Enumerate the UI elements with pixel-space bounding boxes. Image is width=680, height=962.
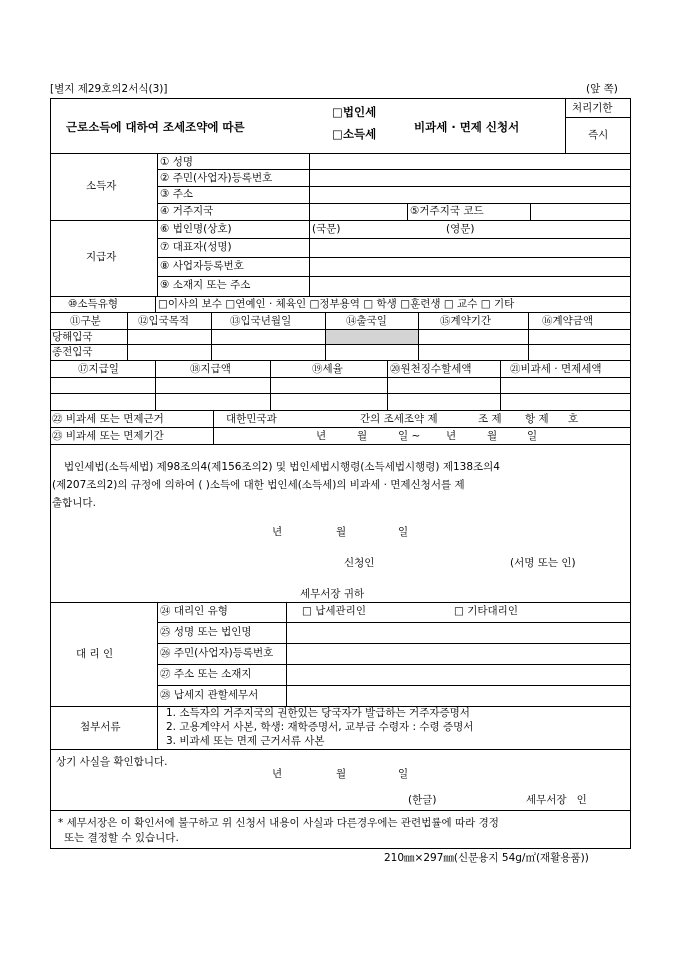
attachment-3: 3. 비과세 또는 면제 근거서류 사본 bbox=[166, 735, 325, 747]
col-withholding: ⑳원천징수할세액 bbox=[390, 363, 472, 375]
declaration-line-3: 출합니다. bbox=[52, 497, 96, 509]
income-type-label: ⑩소득유형 bbox=[68, 298, 118, 310]
col-line bbox=[155, 360, 156, 410]
shaded-cell bbox=[325, 329, 418, 344]
row-line bbox=[157, 664, 631, 665]
declaration-year: 년 bbox=[272, 526, 283, 538]
frame-left bbox=[50, 98, 51, 849]
deadline-value: 즉시 bbox=[588, 129, 609, 141]
col-contract-amount: ⑯계약금액 bbox=[542, 315, 594, 327]
col-line bbox=[500, 360, 501, 410]
agent-type-tax-manager[interactable]: □ 납세관리인 bbox=[302, 605, 366, 617]
country-code-divider-b bbox=[530, 203, 531, 220]
col-departure-date: ⑭출국일 bbox=[346, 315, 387, 327]
form-number: [별지 제29호의2서식(3)] bbox=[50, 83, 168, 95]
section-line bbox=[50, 296, 631, 297]
declaration-month: 월 bbox=[336, 526, 347, 538]
section-divider bbox=[157, 602, 158, 706]
section-line bbox=[50, 220, 631, 221]
frame-bottom bbox=[50, 848, 631, 849]
section-divider bbox=[157, 706, 158, 749]
row-current-entry: 당해입국 bbox=[52, 331, 93, 343]
earner-address: ③ 주소 bbox=[160, 188, 194, 200]
row-line bbox=[157, 622, 631, 623]
agent-address: ㉗ 주소 또는 소재지 bbox=[160, 668, 252, 680]
income-earner-label: 소득자 bbox=[86, 180, 117, 192]
confirm-day: 일 bbox=[398, 768, 409, 780]
row-previous-entry: 종전입국 bbox=[52, 346, 93, 358]
earner-country: ④ 거주지국 bbox=[160, 205, 214, 217]
agent-reg-no: ㉖ 주민(사업자)등록번호 bbox=[160, 647, 274, 659]
confirm-month: 월 bbox=[336, 768, 347, 780]
title-option-income[interactable]: □소득세 bbox=[332, 127, 377, 141]
recipient: 세무서장 귀하 bbox=[300, 588, 365, 600]
col-line bbox=[213, 410, 214, 444]
attachments-label: 첨부서류 bbox=[80, 721, 121, 733]
deadline-line bbox=[565, 117, 630, 118]
period-month-1: 월 bbox=[357, 430, 368, 442]
col-line bbox=[270, 360, 271, 410]
payer-label: 지급자 bbox=[86, 251, 117, 263]
income-type-options[interactable]: □이사의 보수 □연예인 · 체육인 □정부용역 □ 학생 □훈련생 □ 교수 □ 기타 bbox=[158, 298, 515, 310]
section-line bbox=[50, 444, 631, 445]
row-line bbox=[157, 685, 631, 686]
declaration-day: 일 bbox=[398, 526, 409, 538]
payer-english-name: (영문) bbox=[446, 223, 475, 235]
payer-reg-no: ⑧ 사업자등록번호 bbox=[160, 260, 244, 272]
period-label: ㉓ 비과세 또는 면제기간 bbox=[52, 430, 164, 442]
period-year-2: 년 bbox=[446, 430, 457, 442]
income-type-divider bbox=[155, 296, 156, 312]
col-pay-date: ⑰지급일 bbox=[78, 363, 119, 375]
period-day-1: 일 ~ bbox=[398, 430, 421, 442]
row-line bbox=[50, 427, 631, 428]
declaration-line-1: 법인세법(소득세법) 제98조의4(제156조의2) 및 법인세법시행령(소득세법시행령) 제138조의4 bbox=[64, 461, 500, 473]
section-line bbox=[50, 602, 631, 603]
row-line bbox=[157, 643, 631, 644]
col-line bbox=[211, 312, 212, 360]
row-line bbox=[157, 257, 631, 258]
section-divider bbox=[157, 153, 158, 296]
col-line bbox=[127, 312, 128, 360]
row-line bbox=[157, 276, 631, 277]
title-suffix: 비과세 · 면제 신청서 bbox=[414, 120, 520, 134]
confirm-year: 년 bbox=[272, 768, 283, 780]
agent-type-label: ㉔ 대리인 유형 bbox=[160, 605, 228, 617]
col-line bbox=[387, 360, 388, 410]
applicant-label: 신청인 bbox=[344, 557, 375, 569]
title-main: 근로소득에 대하여 조세조약에 따른 bbox=[66, 120, 245, 134]
basis-label: ㉒ 비과세 또는 면제근거 bbox=[52, 413, 164, 425]
agent-name: ㉕ 성명 또는 법인명 bbox=[160, 626, 252, 638]
basis-text-4: 항 제 bbox=[525, 413, 549, 425]
note-line-1: * 세무서장은 이 확인서에 불구하고 위 신청서 내용이 사실과 다른경우에는 관련법률에 따라 경정 bbox=[58, 817, 499, 829]
col-tax-rate: ⑲세율 bbox=[312, 363, 343, 375]
col-line bbox=[418, 312, 419, 360]
footer-spec: 210㎜×297㎜(신문용지 54g/㎡(재활용품)) bbox=[384, 852, 589, 864]
col-entry-purpose: ⑫입국목적 bbox=[138, 315, 190, 327]
col-line bbox=[286, 602, 287, 706]
title-bottom-line bbox=[50, 153, 631, 154]
section-line bbox=[50, 810, 631, 811]
agent-label: 대 리 인 bbox=[76, 648, 114, 660]
period-day-2: 일 bbox=[527, 430, 538, 442]
confirm-text: 상기 사실을 확인합니다. bbox=[56, 756, 168, 768]
section-line bbox=[50, 749, 631, 750]
title-option-corporate[interactable]: □법인세 bbox=[332, 105, 377, 119]
attachment-1: 1. 소득자의 거주지국의 권한있는 당국자가 발급하는 거주자증명서 bbox=[166, 707, 470, 719]
section-line bbox=[50, 360, 631, 361]
confirm-hangul: (한글) bbox=[408, 794, 437, 806]
page-side: (앞 쪽) bbox=[586, 83, 618, 95]
section-line bbox=[50, 312, 631, 313]
frame-right bbox=[630, 98, 631, 849]
col-entry-date: ⑬입국년월일 bbox=[230, 315, 292, 327]
row-line bbox=[50, 393, 631, 394]
payer-corp-name: ⑥ 법인명(상호) bbox=[160, 223, 232, 235]
deadline-label: 처리기한 bbox=[572, 102, 613, 114]
attachment-2: 2. 고용계약서 사본, 학생: 재학증명서, 교부금 수령자 : 수령 증명서 bbox=[166, 721, 474, 733]
earner-country-code: ⑤거주지국 코드 bbox=[410, 205, 484, 217]
period-month-2: 월 bbox=[487, 430, 498, 442]
row-line bbox=[50, 344, 631, 345]
payer-korean-name: (국문) bbox=[312, 223, 341, 235]
col-exempt-tax: ㉑비과세 · 면제세액 bbox=[510, 363, 602, 375]
col-pay-amount: ⑱지급액 bbox=[190, 363, 231, 375]
col-category: ⑪구분 bbox=[70, 315, 101, 327]
section-line bbox=[50, 410, 631, 411]
declaration-line-2: (제207조의2)의 규정에 의하여 ( )소득에 대한 법인세(소득세)의 비과세 · 면제신청서를 제 bbox=[52, 479, 465, 491]
basis-text-3: 조 제 bbox=[478, 413, 502, 425]
deadline-divider bbox=[565, 98, 566, 153]
earner-name: ① 성명 bbox=[160, 156, 194, 168]
row-line bbox=[157, 203, 631, 204]
earner-reg-no: ② 주민(사업자)등록번호 bbox=[160, 172, 273, 184]
confirm-chief: 세무서장 인 bbox=[526, 794, 587, 806]
col-line bbox=[325, 312, 326, 360]
applicant-sign: (서명 또는 인) bbox=[510, 557, 576, 569]
agent-type-other[interactable]: □ 기타대리인 bbox=[454, 605, 518, 617]
item-value-divider bbox=[309, 153, 310, 296]
col-line bbox=[528, 312, 529, 360]
basis-text-5: 호 bbox=[568, 413, 579, 425]
row-line bbox=[50, 377, 631, 378]
agent-tax-office: ㉘ 납세지 관할세무서 bbox=[160, 689, 259, 701]
row-line bbox=[157, 169, 631, 170]
basis-text-1: 대한민국과 bbox=[226, 413, 277, 425]
row-line bbox=[157, 186, 631, 187]
frame-top bbox=[50, 98, 631, 99]
row-line bbox=[157, 238, 631, 239]
col-contract-period: ⑮계약기간 bbox=[440, 315, 492, 327]
basis-text-2: 간의 조세조약 제 bbox=[360, 413, 438, 425]
country-code-divider-a bbox=[407, 203, 408, 220]
row-line bbox=[50, 329, 631, 330]
period-year-1: 년 bbox=[316, 430, 327, 442]
payer-representative: ⑦ 대표자(성명) bbox=[160, 241, 232, 253]
note-line-2: 또는 결정할 수 있습니다. bbox=[64, 832, 179, 844]
payer-address: ⑨ 소재지 또는 주소 bbox=[160, 279, 251, 291]
